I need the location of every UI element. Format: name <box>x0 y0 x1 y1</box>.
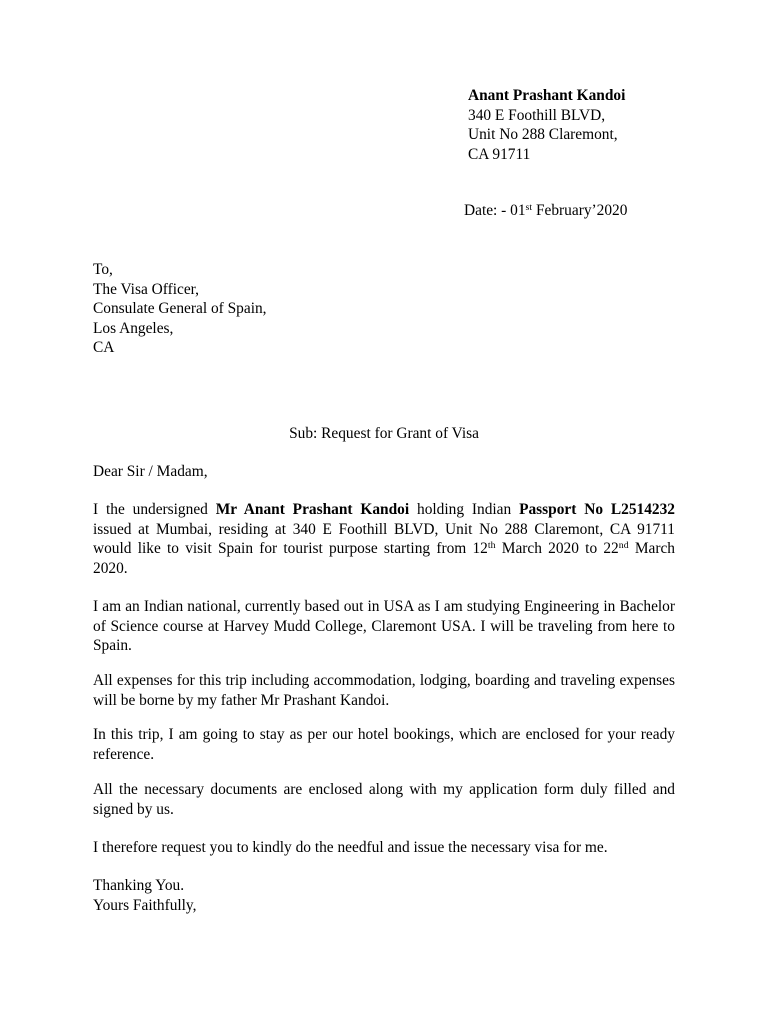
paragraph-1 <box>93 500 675 578</box>
paragraph-1-line-2: issued at Mumbai, residing at 340 E Foothill BLVD, Unit No 288 Claremont, CA 91711 <box>93 520 675 538</box>
recipient-title: The Visa Officer, <box>93 280 200 298</box>
sender-address-line-2: Unit No 288 Claremont, <box>468 126 618 143</box>
paragraph-4 <box>93 725 675 764</box>
closing-thanks: Thanking You. <box>93 877 185 894</box>
letter-greeting: Dear Sir / Madam, <box>93 463 208 480</box>
paragraph-2-line-2: of Science course at Harvey Mudd College, Claremont USA. I will be traveling from here to <box>93 617 675 635</box>
sender-name: Anant Prashant Kandoi <box>468 87 626 104</box>
paragraph-6 <box>93 838 675 858</box>
paragraph-4-line-2: reference. <box>93 745 155 763</box>
sender-address-line-1: 340 E Foothill BLVD, <box>468 106 606 124</box>
paragraph-text: March <box>628 540 676 557</box>
date-label: Date: - 01 <box>464 202 526 219</box>
sender-address-block <box>468 86 625 164</box>
paragraph-2 <box>93 597 675 656</box>
paragraph-text: holding Indian <box>409 501 520 518</box>
recipient-city: Los Angeles, <box>93 319 174 337</box>
paragraph-5 <box>93 780 675 819</box>
paragraph-2-line-1: I am an Indian national, currently based out in USA as I am studying Engineering in Bachelor <box>93 598 675 615</box>
closing-sign-off: Yours Faithfully, <box>93 896 197 914</box>
ordinal-suffix: nd <box>618 540 629 552</box>
paragraph-3-line-1: All expenses for this trip including accommodation, lodging, boarding and traveling expenses <box>93 672 675 689</box>
paragraph-3 <box>93 671 675 710</box>
paragraph-5-line-2: signed by us. <box>93 800 174 818</box>
paragraph-4-line-1: In this trip, I am going to stay as per our hotel bookings, which are enclosed for your ready <box>93 726 675 743</box>
letter-subject: Sub: Request for Grant of Visa <box>289 425 479 442</box>
recipient-address-block <box>93 260 267 358</box>
recipient-state: CA <box>93 339 115 356</box>
paragraph-6-line-1: I therefore request you to kindly do the needful and issue the necessary visa for me. <box>93 839 608 856</box>
recipient-office: Consulate General of Spain, <box>93 300 267 317</box>
paragraph-1-line-3 <box>93 539 675 559</box>
paragraph-1-line-4: 2020. <box>93 559 128 577</box>
paragraph-text: would like to visit Spain for tourist purpose starting from 12 <box>93 540 488 557</box>
paragraph-3-line-2: will be borne by my father Mr Prashant Kandoi. <box>93 691 390 709</box>
sender-address-line-3: CA 91711 <box>468 145 531 163</box>
applicant-name-bold: Mr Anant Prashant Kandoi <box>215 501 410 518</box>
passport-number-bold: Passport No L2514232 <box>519 501 675 518</box>
ordinal-suffix: th <box>487 540 496 552</box>
date-month-year: February’2020 <box>532 202 628 219</box>
letter-closing <box>93 876 196 915</box>
paragraph-5-line-1: All the necessary documents are enclosed along with my application form duly filled and <box>93 781 675 798</box>
recipient-to: To, <box>93 261 113 278</box>
paragraph-text: I the undersigned <box>93 501 216 518</box>
letter-date <box>464 201 627 221</box>
paragraph-1-line-1 <box>93 500 675 520</box>
paragraph-2-line-3: Spain. <box>93 637 132 654</box>
date-ordinal-suffix: st <box>525 202 533 214</box>
paragraph-text: March 2020 to 22 <box>495 540 619 557</box>
